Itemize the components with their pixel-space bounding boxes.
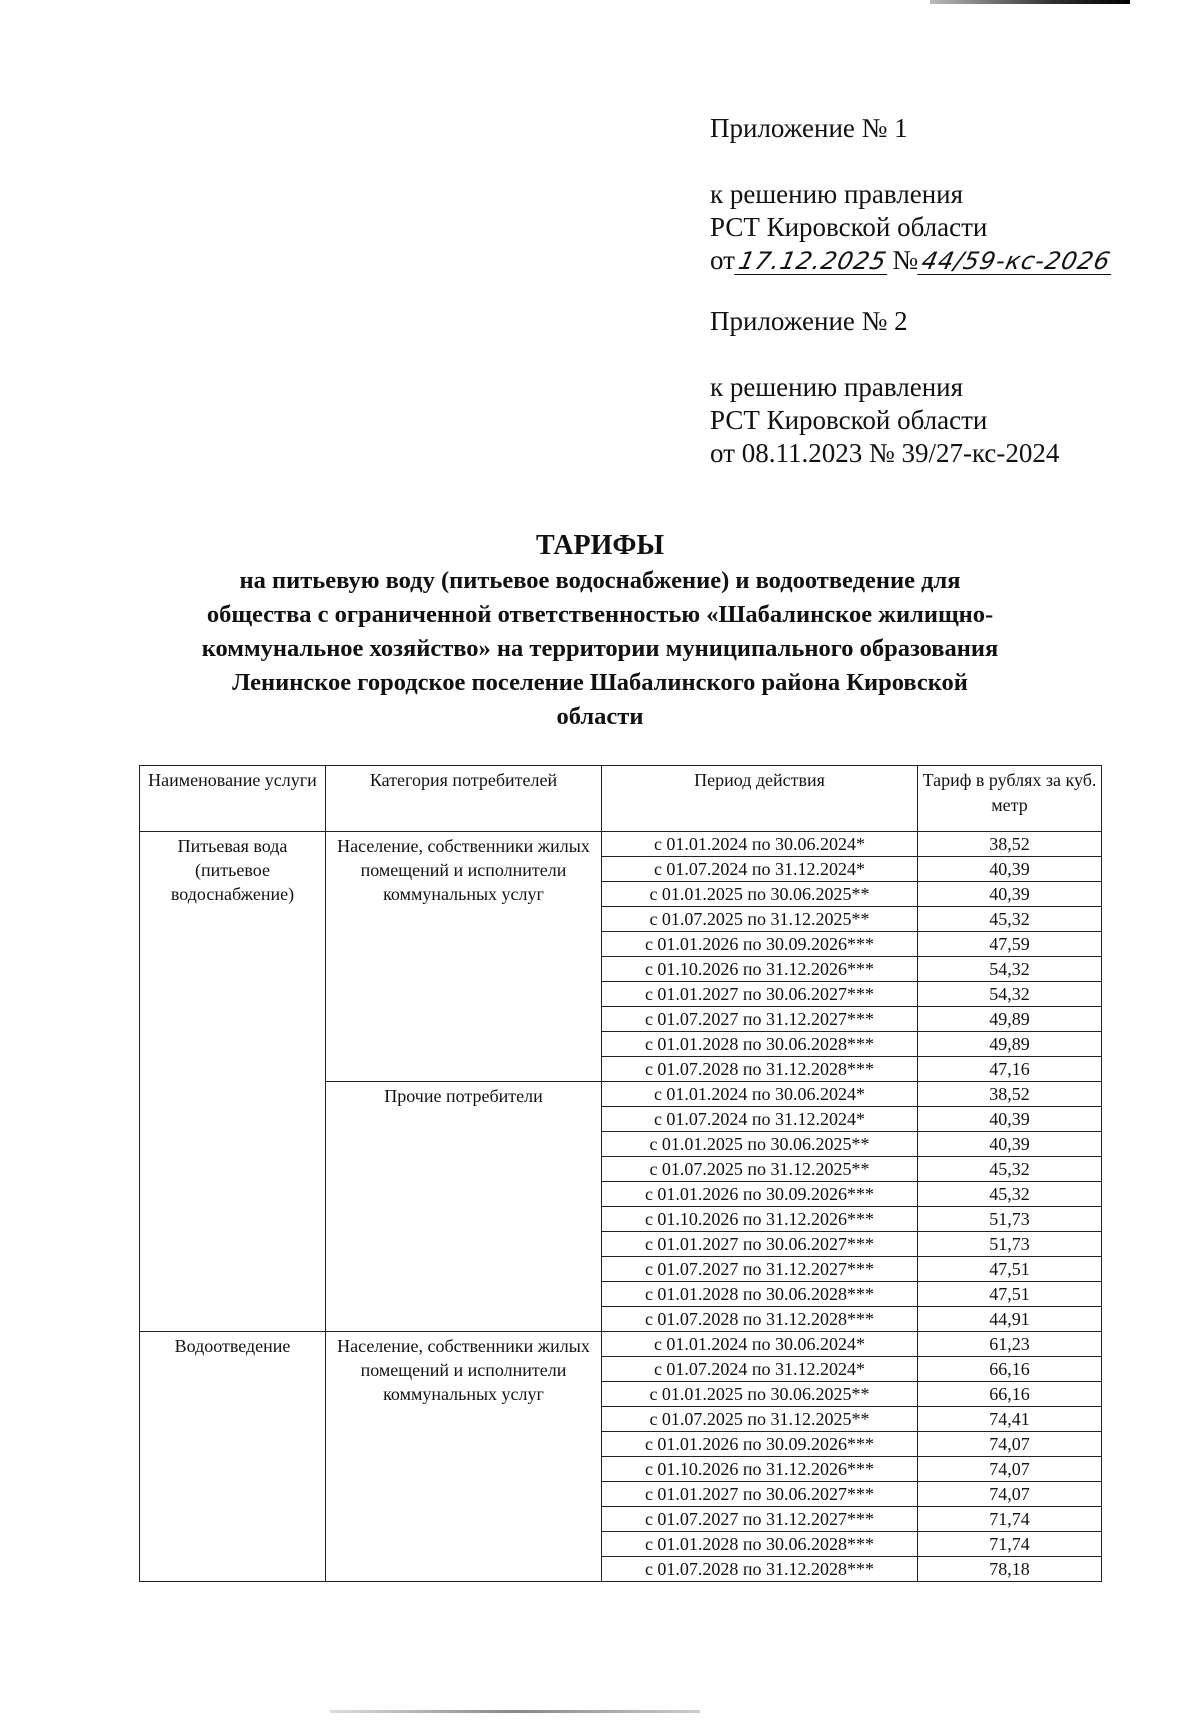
period-cell: с 01.01.2026 по 30.09.2026*** <box>602 1182 918 1207</box>
period-cell: с 01.10.2026 по 31.12.2026*** <box>602 1457 918 1482</box>
tariff-cell: 45,32 <box>918 1182 1102 1207</box>
period-cell: с 01.01.2027 по 30.06.2027*** <box>602 982 918 1007</box>
period-cell: с 01.01.2028 по 30.06.2028*** <box>602 1532 918 1557</box>
appendix-2-line-3: от 08.11.2023 № 39/27-кс-2024 <box>710 438 1060 468</box>
period-cell: с 01.07.2028 по 31.12.2028*** <box>602 1307 918 1332</box>
period-cell: с 01.07.2028 по 31.12.2028*** <box>602 1557 918 1582</box>
document-subtitle-line: Ленинское городское поселение Шабалинского района Кировской <box>232 669 968 696</box>
tariff-cell: 51,73 <box>918 1207 1102 1232</box>
tariff-cell: 47,51 <box>918 1282 1102 1307</box>
tariff-cell: 66,16 <box>918 1357 1102 1382</box>
period-cell: с 01.01.2027 по 30.06.2027*** <box>602 1482 918 1507</box>
tariff-cell: 45,32 <box>918 907 1102 932</box>
period-cell: с 01.01.2028 по 30.06.2028*** <box>602 1282 918 1307</box>
tariff-cell: 78,18 <box>918 1557 1102 1582</box>
document-title: ТАРИФЫ <box>536 530 664 561</box>
period-cell: с 01.07.2024 по 31.12.2024* <box>602 857 918 882</box>
period-cell: с 01.07.2025 по 31.12.2025** <box>602 1157 918 1182</box>
period-cell: с 01.07.2025 по 31.12.2025** <box>602 1407 918 1432</box>
tariff-cell: 44,91 <box>918 1307 1102 1332</box>
appendix-1-reference <box>710 178 1180 277</box>
document-subtitle-line: коммунальное хозяйство» на территории муниципального образования <box>201 635 999 662</box>
period-cell: с 01.01.2024 по 30.06.2024* <box>602 1332 918 1357</box>
period-cell: с 01.07.2027 по 31.12.2027*** <box>602 1257 918 1282</box>
scan-edge-mark <box>930 0 1130 4</box>
tariff-cell: 40,39 <box>918 1107 1102 1132</box>
scan-edge-mark <box>330 1710 700 1713</box>
tariff-cell: 74,07 <box>918 1482 1102 1507</box>
tariff-cell: 61,23 <box>918 1332 1102 1357</box>
tariff-cell: 47,16 <box>918 1057 1102 1082</box>
header-tariff: Тариф в рублях за куб. метр <box>918 766 1102 832</box>
header-period: Период действия <box>602 766 918 832</box>
table-header-row <box>140 766 1102 832</box>
tariff-table-body <box>140 832 1102 1582</box>
category-cell: Население, собственники жилых помещений и исполнители коммунальных услуг <box>326 1332 602 1582</box>
tariff-cell: 71,74 <box>918 1507 1102 1532</box>
appendix-2-reference <box>710 371 1180 470</box>
appendix-1-line-2: РСТ Кировской области <box>710 212 988 242</box>
appendix-1-line-1: к решению правления <box>710 179 964 209</box>
period-cell: с 01.10.2026 по 31.12.2026*** <box>602 957 918 982</box>
document-subtitle-line: области <box>556 703 644 730</box>
tariff-cell: 49,89 <box>918 1032 1102 1057</box>
document-subtitle-line: общества с ограниченной ответственностью «Шабалинское жилищно- <box>206 601 994 628</box>
table-row <box>140 832 1102 857</box>
service-cell: Водоотведение <box>140 1332 326 1582</box>
period-cell: с 01.10.2026 по 31.12.2026*** <box>602 1207 918 1232</box>
handwritten-number: 44/59-кс-2026 <box>917 248 1117 275</box>
period-cell: с 01.07.2025 по 31.12.2025** <box>602 907 918 932</box>
period-cell: с 01.07.2024 по 31.12.2024* <box>602 1357 918 1382</box>
handwritten-date: 17.12.2025 <box>734 248 893 275</box>
period-cell: с 01.01.2025 по 30.06.2025** <box>602 882 918 907</box>
tariff-cell: 40,39 <box>918 1132 1102 1157</box>
number-prefix: № <box>892 245 919 275</box>
tariff-cell: 40,39 <box>918 857 1102 882</box>
appendix-1-title: Приложение № 1 <box>710 113 908 143</box>
appendix-1-decision-line <box>710 244 1180 277</box>
document-heading <box>140 528 1060 734</box>
date-prefix: от <box>710 245 735 275</box>
tariff-cell: 38,52 <box>918 1082 1102 1107</box>
period-cell: с 01.01.2028 по 30.06.2028*** <box>602 1032 918 1057</box>
period-cell: с 01.01.2024 по 30.06.2024* <box>602 1082 918 1107</box>
table-row <box>140 1332 1102 1357</box>
tariff-cell: 71,74 <box>918 1532 1102 1557</box>
period-cell: с 01.07.2027 по 31.12.2027*** <box>602 1507 918 1532</box>
period-cell: с 01.01.2026 по 30.09.2026*** <box>602 1432 918 1457</box>
tariff-cell: 45,32 <box>918 1157 1102 1182</box>
service-cell: Питьевая вода (питьевое водоснабжение) <box>140 832 326 1332</box>
period-cell: с 01.01.2025 по 30.06.2025** <box>602 1132 918 1157</box>
period-cell: с 01.07.2027 по 31.12.2027*** <box>602 1007 918 1032</box>
tariff-table <box>139 765 1102 1582</box>
period-cell: с 01.01.2026 по 30.09.2026*** <box>602 932 918 957</box>
tariff-cell: 66,16 <box>918 1382 1102 1407</box>
document-subtitle-line: на питьевую воду (питьевое водоснабжение) и водоотведение для <box>239 567 961 594</box>
tariff-cell: 74,41 <box>918 1407 1102 1432</box>
period-cell: с 01.01.2024 по 30.06.2024* <box>602 832 918 857</box>
period-cell: с 01.07.2024 по 31.12.2024* <box>602 1107 918 1132</box>
period-cell: с 01.01.2025 по 30.06.2025** <box>602 1382 918 1407</box>
header-category: Категория потребителей <box>326 766 602 832</box>
tariff-cell: 38,52 <box>918 832 1102 857</box>
tariff-cell: 47,59 <box>918 932 1102 957</box>
appendix-2-line-1: к решению правления <box>710 372 964 402</box>
header-service: Наименование услуги <box>140 766 326 832</box>
tariff-cell: 54,32 <box>918 982 1102 1007</box>
category-cell: Прочие потребители <box>326 1082 602 1332</box>
period-cell: с 01.01.2027 по 30.06.2027*** <box>602 1232 918 1257</box>
appendix-2-title: Приложение № 2 <box>710 306 908 336</box>
period-cell: с 01.07.2028 по 31.12.2028*** <box>602 1057 918 1082</box>
tariff-cell: 51,73 <box>918 1232 1102 1257</box>
appendix-2-line-2: РСТ Кировской области <box>710 405 988 435</box>
tariff-cell: 49,89 <box>918 1007 1102 1032</box>
tariff-cell: 54,32 <box>918 957 1102 982</box>
tariff-cell: 74,07 <box>918 1432 1102 1457</box>
category-cell: Население, собственники жилых помещений и исполнители коммунальных услуг <box>326 832 602 1082</box>
tariff-cell: 74,07 <box>918 1457 1102 1482</box>
tariff-cell: 47,51 <box>918 1257 1102 1282</box>
tariff-cell: 40,39 <box>918 882 1102 907</box>
